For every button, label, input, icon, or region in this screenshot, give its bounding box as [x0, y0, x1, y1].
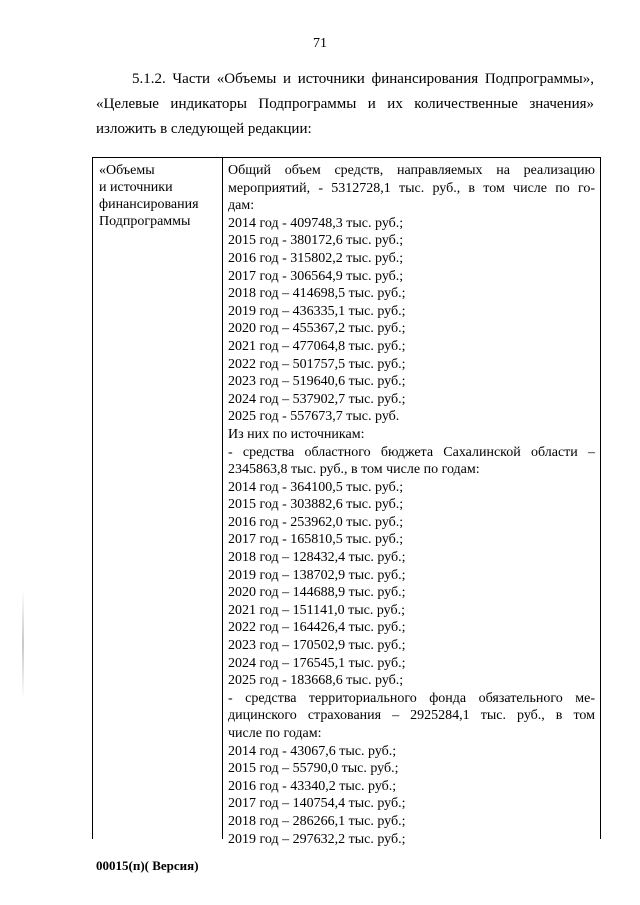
table-content-line: 2016 год - 315802,2 тыс. руб.; [228, 250, 404, 266]
table-content-line: 2017 год - 165810,5 тыс. руб.; [228, 532, 404, 548]
table-content-line: 2021 год – 151141,0 тыс. руб.; [228, 602, 405, 618]
table-content-line: 2020 год – 144688,9 тыс. руб.; [228, 585, 406, 601]
table-content-line: 2018 год – 286266,1 тыс. руб.; [228, 813, 406, 829]
table-content-line: Общий объем средств, направляемых на реализацию [228, 163, 595, 178]
table-content-line: 2023 год – 170502,9 тыс. руб.; [228, 638, 406, 654]
table-content-line: 2023 год – 519640,6 тыс. руб.; [228, 374, 406, 390]
table-content-line: 2020 год – 455367,2 тыс. руб.; [228, 321, 406, 337]
financing-table [92, 157, 601, 847]
table-content-line: 2019 год – 297632,2 тыс. руб.; [228, 831, 406, 847]
table-header-line: финансирования [99, 197, 199, 212]
table-content-line: дицинского страхования – 2925284,1 тыс. руб., в том [228, 708, 595, 724]
table-cell-content [228, 162, 595, 848]
table-column-divider [222, 158, 223, 839]
table-content-line: дам: [228, 198, 255, 214]
intro-line: 5.1.2. Части «Объемы и источники финансирования Подпрограммы», [132, 71, 594, 87]
table-content-line: 2015 год - 380172,6 тыс. руб.; [228, 233, 404, 249]
table-content-line: 2019 год – 436335,1 тыс. руб.; [228, 303, 406, 319]
table-content-line: 2022 год – 501757,5 тыс. руб.; [228, 356, 406, 372]
table-content-line: 2015 год - 303882,6 тыс. руб.; [228, 497, 404, 513]
table-header-line: Подпрограммы [99, 214, 191, 229]
intro-line: «Целевые индикаторы Подпрограммы и их количественные значения» [96, 96, 594, 112]
table-content-line: 2021 год – 477064,8 тыс. руб.; [228, 338, 406, 354]
table-content-line: Из них по источникам: [228, 426, 365, 442]
table-content-line: 2015 год – 55790,0 тыс. руб.; [228, 761, 399, 777]
table-content-line: 2018 год – 414698,5 тыс. руб.; [228, 286, 406, 302]
table-content-line: 2014 год - 409748,3 тыс. руб.; [228, 215, 404, 231]
table-content-line: 2024 год – 176545,1 тыс. руб.; [228, 655, 406, 671]
table-content-line: 2345863,8 тыс. руб., в том числе по годам: [228, 462, 480, 478]
table-cell-header [99, 162, 221, 230]
table-content-line: 2019 год – 138702,9 тыс. руб.; [228, 567, 406, 583]
table-content-line: 2016 год - 253962,0 тыс. руб.; [228, 514, 404, 530]
table-header-line: «Объемы [99, 163, 155, 178]
intro-line: изложить в следующей редакции: [96, 121, 312, 137]
page-number: 71 [313, 36, 327, 51]
table-content-line: 2025 год - 557673,7 тыс. руб. [228, 409, 400, 425]
intro-paragraph [96, 67, 594, 142]
table-content-line: 2022 год – 164426,4 тыс. руб.; [228, 620, 406, 636]
footer-code: 00015(п)( Версия) [96, 858, 199, 873]
table-content-line: 2014 год - 43067,6 тыс. руб.; [228, 743, 397, 759]
table-content-line: 2014 год - 364100,5 тыс. руб.; [228, 479, 404, 495]
table-header-line: и источники [99, 180, 173, 195]
table-content-line: 2017 год – 140754,4 тыс. руб.; [228, 796, 406, 812]
table-content-line: 2025 год - 183668,6 тыс. руб.; [228, 673, 404, 689]
table-content-line: мероприятий, - 5312728,1 тыс. руб., в том числе по го- [228, 180, 595, 196]
table-content-line: 2024 год – 537902,7 тыс. руб.; [228, 391, 406, 407]
table-content-line: числе по годам: [228, 726, 322, 741]
table-content-line: 2018 год – 128432,4 тыс. руб.; [228, 550, 406, 566]
table-content-line: 2017 год - 306564,9 тыс. руб.; [228, 268, 404, 284]
table-content-line: - средства территориального фонда обязательного ме- [228, 690, 595, 706]
table-content-line: 2016 год - 43340,2 тыс. руб.; [228, 778, 397, 794]
table-content-line: - средства областного бюджета Сахалинской области – [228, 444, 595, 460]
scan-artifact [22, 590, 24, 700]
